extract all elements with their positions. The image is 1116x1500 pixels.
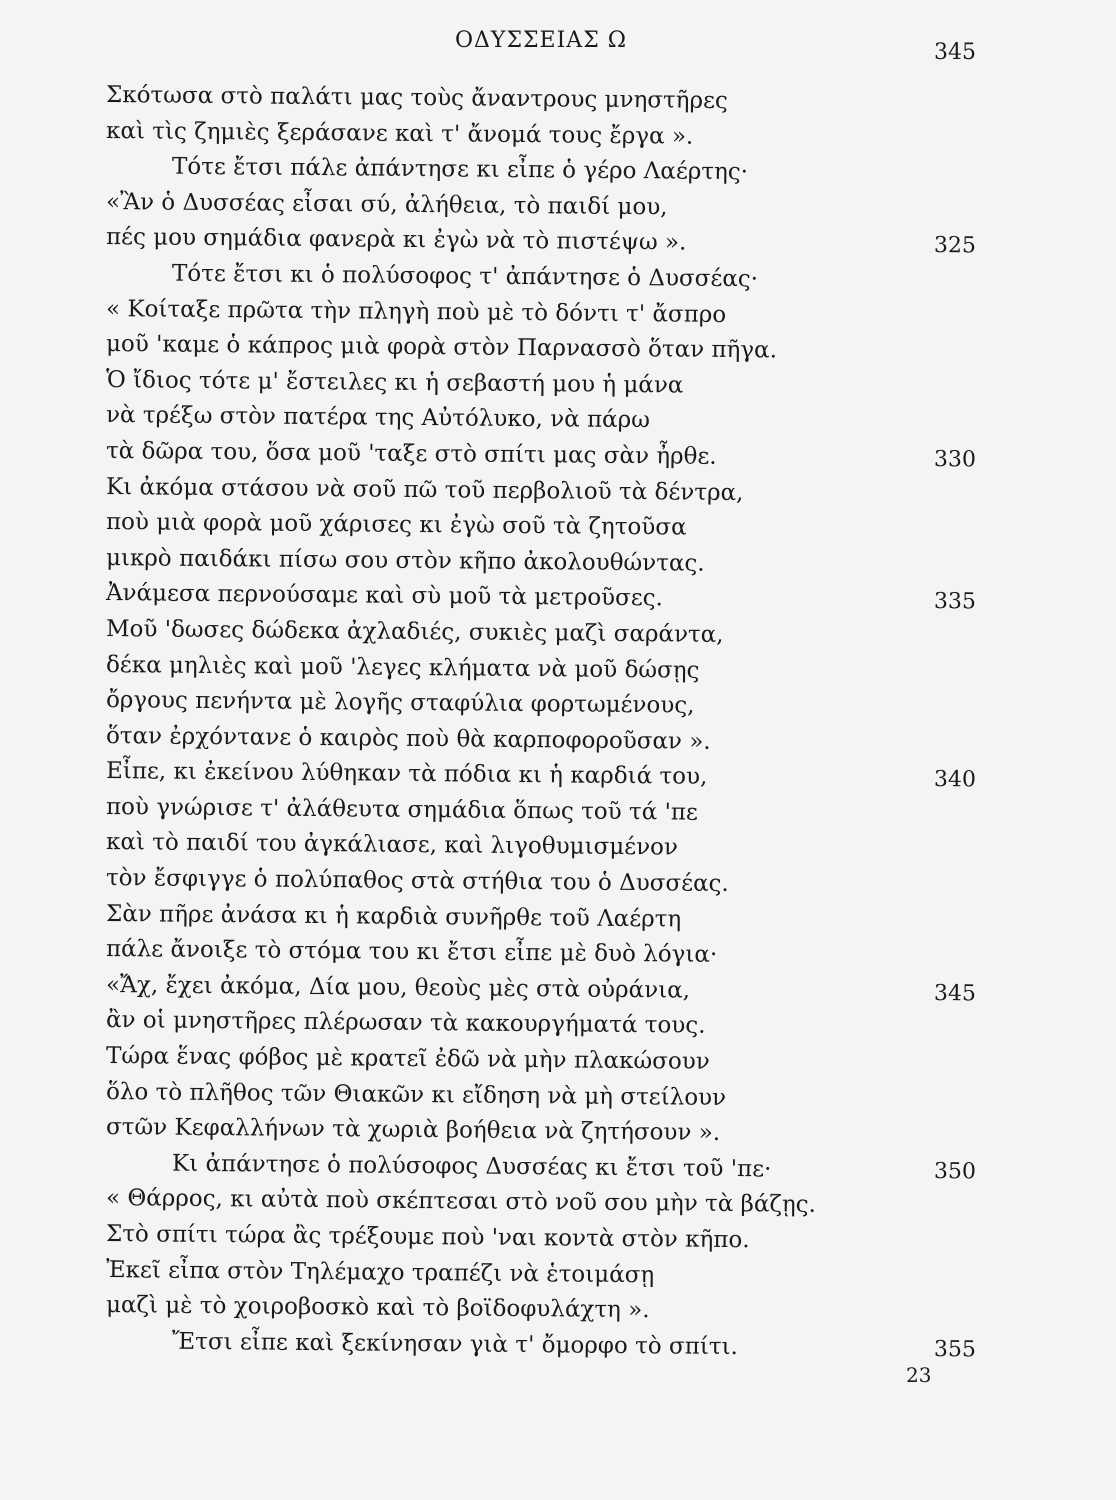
verse-text: μικρὸ παιδάκι πίσω σου στὸν κῆπο ἀκολουθώντας.: [105, 544, 705, 577]
verse-text: μοῦ 'καμε ὁ κάπρος μιὰ φορὰ στὸν Παρνασσὸ ὅταν πῆγα.: [105, 331, 778, 364]
verse-text: καὶ τὶς ζημιὲς ξεράσανε καὶ τ' ἄνομά τους ἔργα ».: [105, 117, 694, 150]
verse-text: ἂν οἱ μνηστῆρες πλέρωσαν τὰ κακουργήματά τους.: [105, 1007, 706, 1040]
verse-text: Τότε ἔτσι πάλε ἀπάντησε κι εἶπε ὁ γέρο Λαέρτης·: [171, 153, 749, 186]
page-number: 345: [934, 40, 976, 65]
verse-line: [106, 1324, 976, 1368]
verse-text: Ἀνάμεσα περνούσαμε καὶ σὺ μοῦ τὰ μετροῦσες.: [105, 580, 664, 612]
running-title: ΟΔΥΣΣΕΙΑΣ Ω: [455, 28, 627, 53]
line-number: 340: [933, 767, 977, 793]
verse-text: ὄργους πενήντα μὲ λογῆς σταφύλια φορτωμένους,: [105, 687, 695, 719]
verse-text: Εἶπε, κι ἐκείνου λύθηκαν τὰ πόδια κι ἡ καρδιά του,: [105, 758, 708, 791]
line-number: 325: [933, 233, 977, 259]
verse-text: Στὸ σπίτι τώρα ἂς τρέξουμε ποὺ 'ναι κοντὰ στὸν κῆπο.: [105, 1221, 750, 1254]
verse-text: τὰ δῶρα του, ὅσα μοῦ 'ταξε στὸ σπίτι μας σὰν ἦρθε.: [105, 437, 717, 470]
verse-text: Μοῦ 'δωσες δώδεκα ἀχλαδιές, συκιὲς μαζὶ σαράντα,: [105, 615, 724, 648]
verse-text: Ἐκεῖ εἶπα στὸν Τηλέμαχο τραπέζι νὰ ἑτοιμάσῃ: [105, 1256, 655, 1288]
verse-text: Ὁ ἴδιος τότε μ' ἔστειλες κι ἡ σεβαστή μου ἡ μάνα: [105, 366, 684, 399]
verse-text: καὶ τὸ παιδί του ἀγκάλιασε, καὶ λιγοθυμισμένον: [105, 829, 679, 861]
verse-text: πάλε ἄνοιξε τὸ στόμα του κι ἔτσι εἶπε μὲ δυὸ λόγια·: [105, 936, 718, 969]
line-number: 350: [933, 1158, 977, 1185]
verse-text: Σὰν πῆρε ἀνάσα κι ἡ καρδιὰ συνῆρθε τοῦ Λαέρτη: [105, 900, 682, 933]
verse-text: ποὺ μιὰ φορὰ μοῦ χάρισες κι ἐγὼ σοῦ τὰ ζητοῦσα: [105, 509, 687, 541]
poem-text: [105, 78, 977, 1363]
verse-text: δέκα μηλιὲς καὶ μοῦ 'λεγες κλήματα νὰ μοῦ δώσῃς: [105, 651, 700, 684]
verse-text: « Θάρρος, κι αὐτὰ ποὺ σκέπτεσαι στὸ νοῦ σου μὴν τὰ βάζῃς.: [105, 1185, 817, 1219]
line-number: 345: [933, 980, 977, 1007]
line-number: 355: [933, 1336, 977, 1363]
verse-text: ὅταν ἐρχόντανε ὁ καιρὸς ποὺ θὰ καρποφοροῦσαν ».: [105, 722, 711, 755]
gathering-signature: 23: [906, 1363, 932, 1387]
verse-text: μαζὶ μὲ τὸ χοιροβοσκὸ καὶ τὸ βοϊδοφυλάχτη ».: [105, 1292, 650, 1324]
verse-text: «Ἄχ, ἔχει ἀκόμα, Δία μου, θεοὺς μὲς στὰ οὐράνια,: [105, 971, 691, 1004]
verse-text: νὰ τρέξω στὸν πατέρα της Αὐτόλυκο, νὰ πάρω: [105, 402, 651, 434]
verse-text: ποὺ γνώρισε τ' ἀλάθευτα σημάδια ὅπως τοῦ τά 'πε: [105, 793, 698, 826]
verse-text: Ἔτσι εἶπε καὶ ξεκίνησαν γιὰ τ' ὄμορφο τὸ σπίτι.: [171, 1328, 738, 1360]
verse-text: πές μου σημάδια φανερὰ κι ἐγὼ νὰ τὸ πιστέψω ».: [105, 224, 687, 256]
verse-text: Τότε ἔτσι κι ὁ πολύσοφος τ' ἀπάντησε ὁ Δυσσέας·: [171, 260, 759, 293]
verse-text: « Κοίταξε πρῶτα τὴν πληγὴ ποὺ μὲ τὸ δόντι τ' ἄσπρο: [105, 295, 727, 328]
verse-text: Κι ἀπάντησε ὁ πολύσοφος Δυσσέας κι ἔτσι τοῦ 'πε·: [171, 1150, 772, 1183]
line-number: 330: [933, 446, 977, 473]
line-number: 335: [933, 589, 977, 615]
verse-text: «Ἂν ὁ Δυσσέας εἶσαι σύ, ἀλήθεια, τὸ παιδί μου,: [105, 188, 668, 221]
verse-text: Κι ἀκόμα στάσου νὰ σοῦ πῶ τοῦ περβολιοῦ τὰ δέντρα,: [105, 473, 744, 506]
verse-text: Σκότωσα στὸ παλάτι μας τοὺς ἄναντρους μνηστῆρες: [105, 82, 728, 114]
verse-text: τὸν ἔσφιγγε ὁ πολύπαθος στὰ στήθια του ὁ Δυσσέας.: [105, 865, 729, 898]
verse-text: ὅλο τὸ πλῆθος τῶν Θιακῶν κι εἴδηση νὰ μὴ στείλουν: [105, 1078, 727, 1111]
verse-text: Τώρα ἕνας φόβος μὲ κρατεῖ ἐδῶ νὰ μὴν πλακώσουν: [105, 1043, 710, 1075]
verse-text: στῶν Κεφαλλήνων τὰ χωριὰ βοήθεια νὰ ζητήσουν ».: [105, 1114, 721, 1147]
